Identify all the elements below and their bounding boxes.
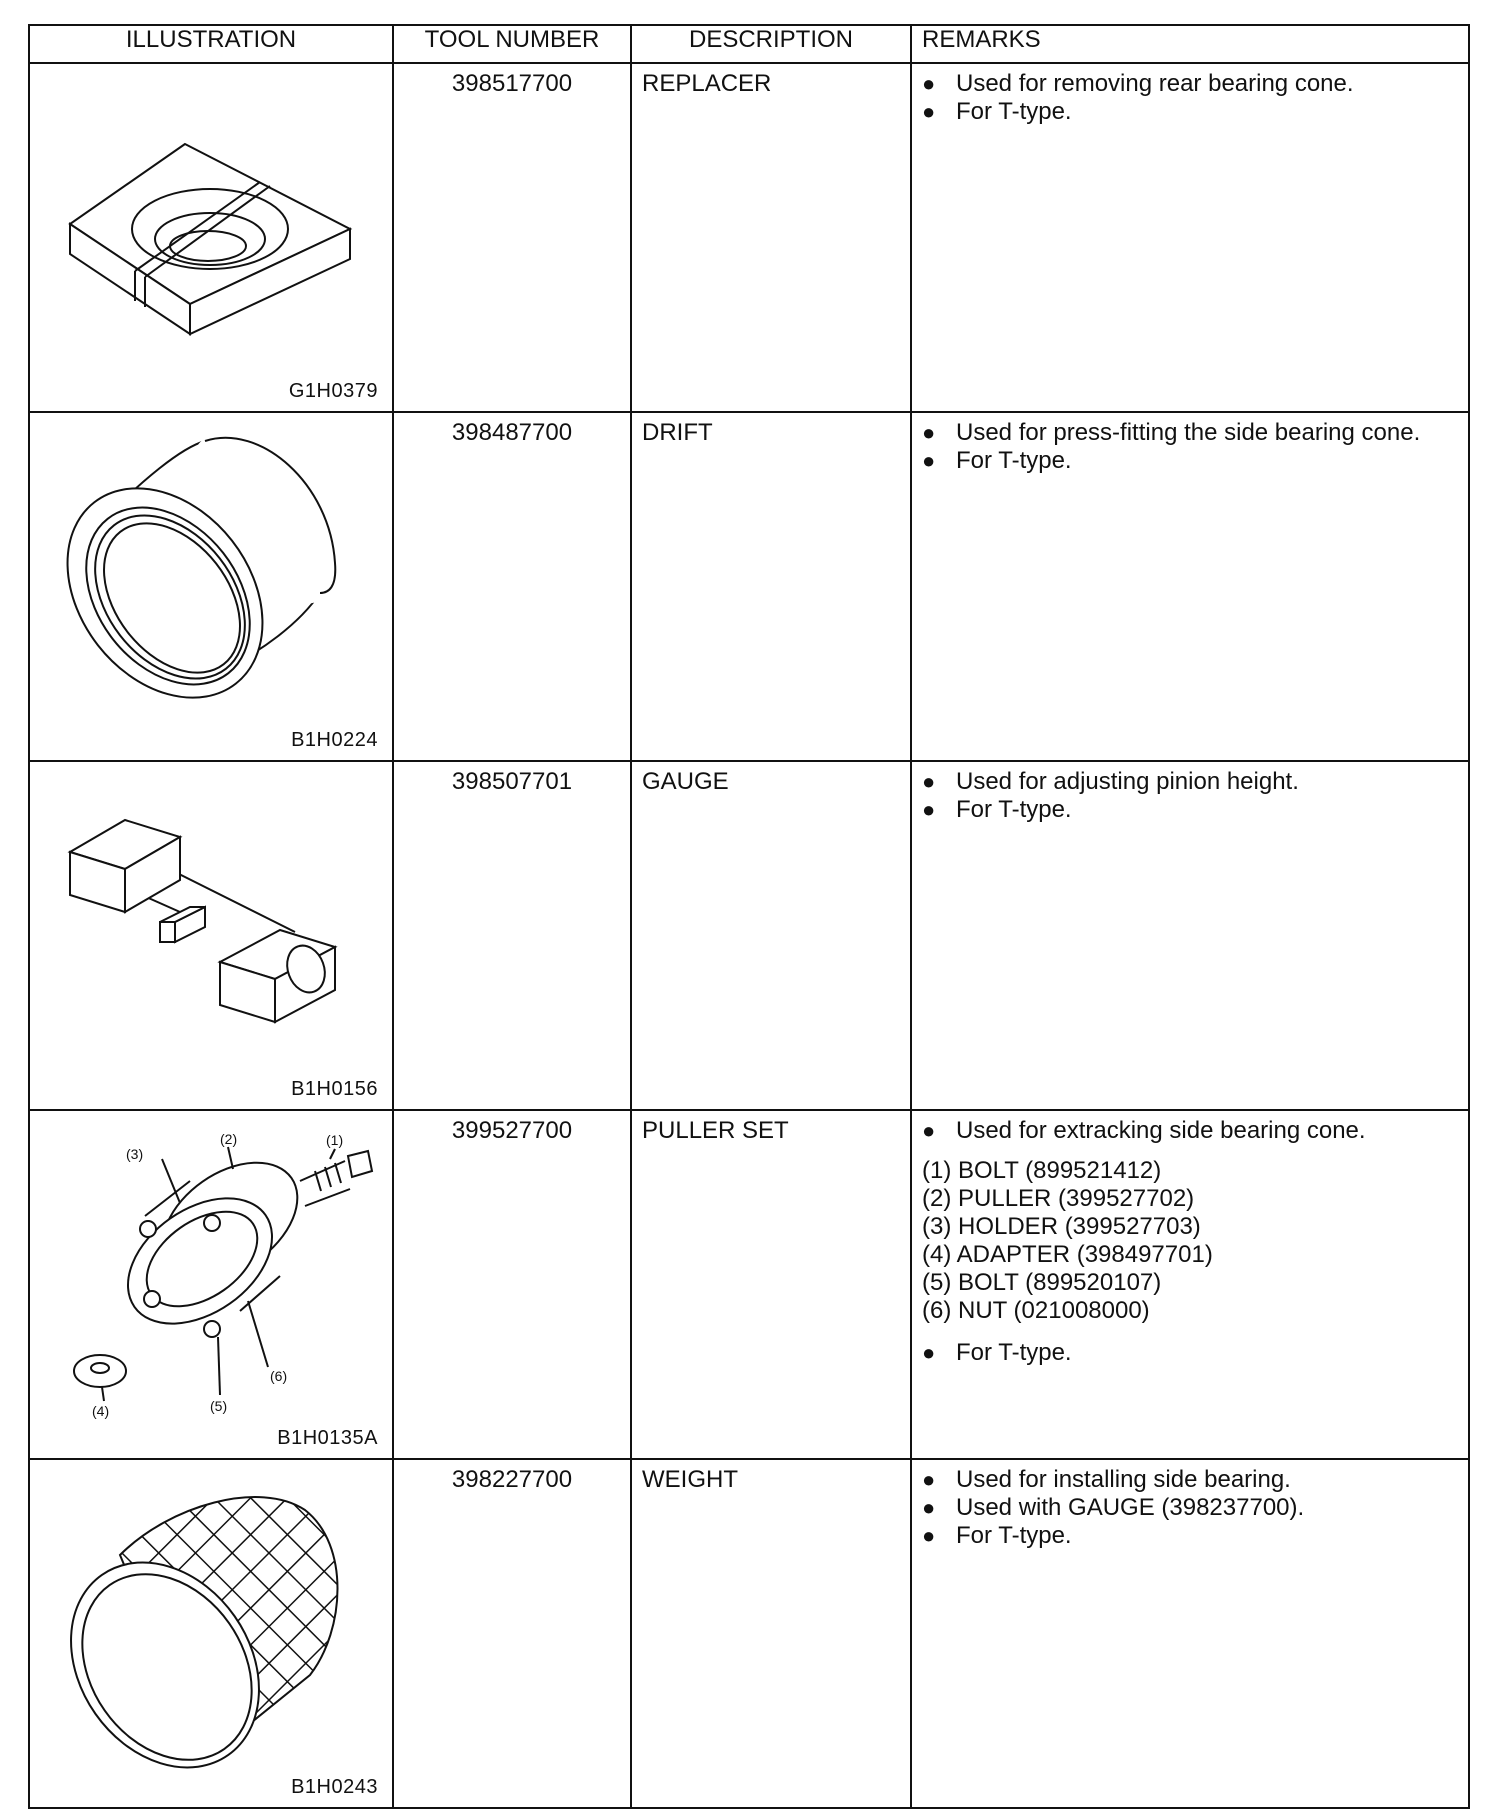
illustration-code: B1H0243 xyxy=(291,1776,378,1798)
special-tools-sheet xyxy=(28,24,1468,1798)
description: WEIGHT xyxy=(631,1459,911,1808)
parts-list xyxy=(922,1157,1462,1325)
table-row xyxy=(29,412,1469,761)
remark-text: Used for extracking side bearing cone. xyxy=(956,1117,1366,1144)
drift-illustration xyxy=(30,413,394,754)
part-item: (3) HOLDER (399527703) xyxy=(922,1213,1201,1240)
header-remarks: REMARKS xyxy=(911,25,1469,63)
header-description: DESCRIPTION xyxy=(631,25,911,63)
bullet-icon: ● xyxy=(922,769,936,794)
callout-3: (3) xyxy=(126,1146,144,1162)
replacer-illustration xyxy=(30,64,394,405)
bullet-icon: ● xyxy=(922,99,936,124)
remark-text: Used for installing side bearing. xyxy=(956,1466,1291,1493)
puller-set-illustration xyxy=(30,1111,394,1452)
bullet-icon: ● xyxy=(922,448,936,473)
illustration-cell xyxy=(29,1110,393,1459)
part-item: (5) BOLT (899520107) xyxy=(922,1269,1162,1296)
header-tool-number: TOOL NUMBER xyxy=(393,25,631,63)
remark-item xyxy=(922,447,1462,475)
table-row xyxy=(29,1110,1469,1459)
tool-number: 398517700 xyxy=(393,63,631,412)
remarks-cell xyxy=(911,412,1469,761)
remarks-cell xyxy=(911,1459,1469,1808)
table-row xyxy=(29,63,1469,412)
remark-text: Used for removing rear bearing cone. xyxy=(956,70,1354,97)
remark-text: For T-type. xyxy=(956,447,1072,474)
remark-item xyxy=(922,1466,1462,1494)
remark-text: For T-type. xyxy=(956,796,1072,823)
remark-item xyxy=(922,1339,1462,1367)
remark-text: For T-type. xyxy=(956,1522,1072,1549)
table-row xyxy=(29,761,1469,1110)
illustration-code: B1H0135A xyxy=(277,1427,378,1449)
part-item: (1) BOLT (899521412) xyxy=(922,1157,1162,1184)
part-item: (6) NUT (021008000) xyxy=(922,1297,1150,1324)
bullet-icon: ● xyxy=(922,1118,936,1143)
illustration-code: B1H0156 xyxy=(291,1078,378,1100)
table-row xyxy=(29,1459,1469,1808)
illustration-cell xyxy=(29,1459,393,1808)
remark-text: For T-type. xyxy=(956,98,1072,125)
remark-item xyxy=(922,98,1462,126)
remarks-cell xyxy=(911,1110,1469,1459)
remark-item xyxy=(922,70,1462,98)
callout-1: (1) xyxy=(326,1132,344,1148)
callout-4: (4) xyxy=(92,1403,110,1419)
table-header-row xyxy=(29,25,1469,63)
bullet-icon: ● xyxy=(922,420,936,445)
remark-text: Used for press-fitting the side bearing cone. xyxy=(956,419,1421,446)
remark-text: Used with GAUGE (398237700). xyxy=(956,1494,1305,1521)
tool-number: 398227700 xyxy=(393,1459,631,1808)
description: REPLACER xyxy=(631,63,911,412)
remark-item xyxy=(922,768,1462,796)
description: PULLER SET xyxy=(631,1110,911,1459)
remark-item xyxy=(922,1494,1462,1522)
tool-number: 398507701 xyxy=(393,761,631,1110)
description: GAUGE xyxy=(631,761,911,1110)
bullet-icon: ● xyxy=(922,1467,936,1492)
tools-table xyxy=(28,24,1470,1809)
bullet-icon: ● xyxy=(922,71,936,96)
bullet-icon: ● xyxy=(922,1523,936,1548)
callout-5: (5) xyxy=(210,1398,228,1414)
part-item: (2) PULLER (399527702) xyxy=(922,1185,1195,1212)
tool-number: 399527700 xyxy=(393,1110,631,1459)
remark-item xyxy=(922,419,1462,447)
gauge-illustration xyxy=(30,762,394,1103)
illustration-code: G1H0379 xyxy=(288,380,378,402)
remark-text: Used for adjusting pinion height. xyxy=(956,768,1299,795)
remark-text: For T-type. xyxy=(956,1339,1072,1366)
bullet-icon: ● xyxy=(922,1340,936,1365)
callout-2: (2) xyxy=(220,1131,238,1147)
remark-item xyxy=(922,1117,1462,1145)
weight-illustration xyxy=(30,1460,394,1801)
remark-item xyxy=(922,1522,1462,1550)
bullet-icon: ● xyxy=(922,1495,936,1520)
tool-number: 398487700 xyxy=(393,412,631,761)
illustration-code: B1H0224 xyxy=(291,729,378,751)
illustration-cell xyxy=(29,761,393,1110)
remarks-cell xyxy=(911,63,1469,412)
remarks-cell xyxy=(911,761,1469,1110)
part-item: (4) ADAPTER (398497701) xyxy=(922,1241,1213,1268)
callout-6: (6) xyxy=(270,1368,288,1384)
illustration-cell xyxy=(29,412,393,761)
bullet-icon: ● xyxy=(922,797,936,822)
description: DRIFT xyxy=(631,412,911,761)
remark-item xyxy=(922,796,1462,824)
header-illustration: ILLUSTRATION xyxy=(29,25,393,63)
illustration-cell xyxy=(29,63,393,412)
